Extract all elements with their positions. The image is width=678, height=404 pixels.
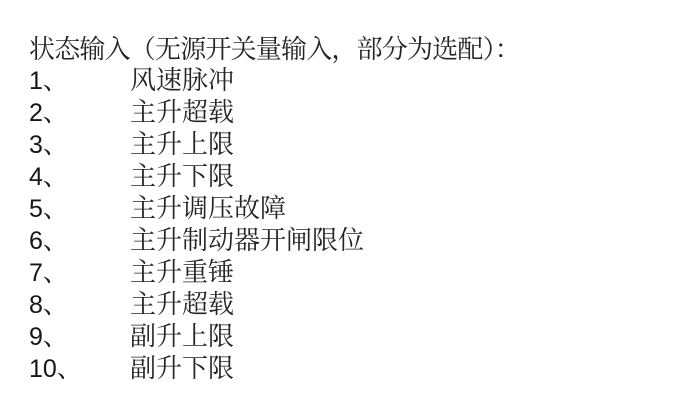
list-item (29, 97, 520, 129)
item-number: 10、 (29, 355, 82, 383)
item-label: 主升调压故障 (130, 194, 287, 223)
item-label: 主升超载 (130, 98, 235, 127)
list-item (29, 161, 520, 193)
item-label: 副升上限 (130, 322, 235, 351)
item-label: 主升下限 (130, 162, 235, 191)
item-number: 7、 (29, 259, 68, 287)
list-item (29, 257, 520, 289)
item-label: 主升超载 (130, 290, 235, 319)
list-item (29, 225, 520, 257)
item-number: 9、 (29, 323, 68, 351)
item-label: 主升制动器开闸限位 (130, 226, 365, 255)
item-number: 2、 (29, 99, 68, 127)
item-label: 主升上限 (130, 130, 235, 159)
list-item (29, 289, 520, 321)
section-title: 状态输入（无源开关量输入，部分为选配）： (29, 35, 521, 64)
list-item (29, 353, 520, 385)
list-item (29, 193, 520, 225)
list-item (29, 129, 520, 161)
item-number: 6、 (29, 227, 68, 255)
item-number: 8、 (29, 291, 68, 319)
item-label: 风速脉冲 (130, 66, 235, 95)
status-input-section (29, 34, 520, 385)
item-label: 副升下限 (130, 354, 235, 383)
item-number: 5、 (29, 195, 68, 223)
list-item (29, 65, 520, 97)
item-number: 1、 (29, 67, 68, 95)
item-number: 3、 (29, 131, 68, 159)
item-label: 主升重锤 (130, 258, 235, 287)
list-item (29, 321, 520, 353)
item-number: 4、 (29, 163, 68, 191)
